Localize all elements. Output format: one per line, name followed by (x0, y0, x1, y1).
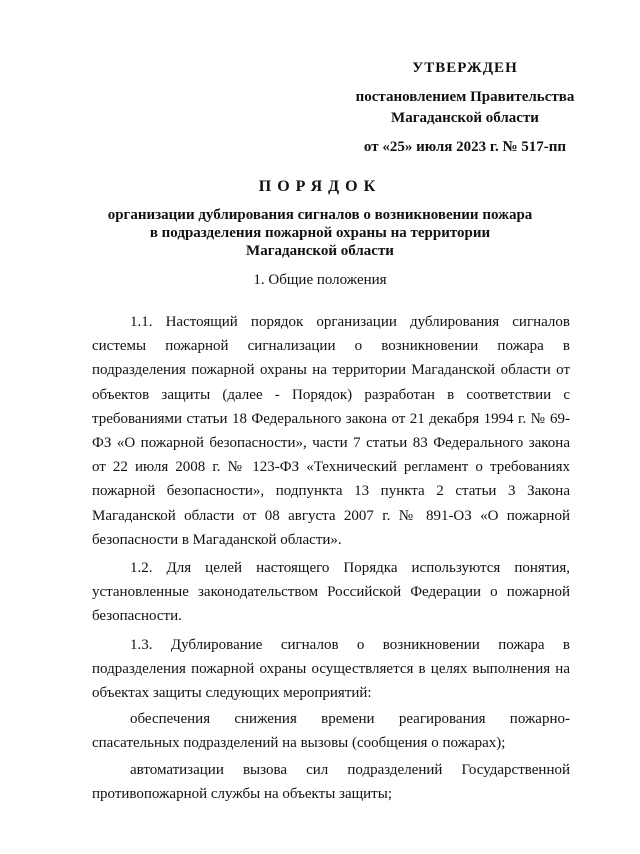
approval-stamp (340, 58, 590, 158)
approval-date: от «25» июля 2023 г. № 517-пп (363, 139, 567, 155)
list-item-response-time: обеспечения снижения времени реагирования пожарно-спасательных подразделений на вызовы (сообщения о пожарах); (92, 711, 570, 752)
approval-line-1: постановлением Правительства (355, 89, 575, 105)
paragraph-1-2: 1.2. Для целей настоящего Порядка используются понятия, установленные законодательством Российской Федерации о пожарной безопасности. (92, 560, 570, 625)
section-heading: 1. Общие положения (253, 272, 387, 288)
approval-label: УТВЕРЖДЕН (412, 60, 518, 76)
document-title-block (80, 178, 560, 260)
document-subtitle: организации дублирования сигналов о возникновении пожара в подразделения пожарной охраны на территории Магаданской области (107, 207, 533, 259)
list-item-automation: автоматизации вызова сил подразделений Государственной противопожарной службы на объекты защиты; (92, 761, 570, 802)
document-title: ПОРЯДОК (258, 178, 382, 195)
document-body (92, 310, 570, 808)
paragraph-1-1: 1.1. Настоящий порядок организации дублирования сигналов системы пожарной сигнализации о возникновении пожара в подразделения пожарной охраны на территории Магаданской области от объектов защиты (далее - Порядок) разработан в соответствии с требованиями статьи 18 Федерального закона от 21 декабря 1994 г. № 69-ФЗ «О пожарной безопасности», части 7 статьи 83 Федерального закона от 22 июля 2008 г. № 123-ФЗ «Технический регламент о требованиях пожарной безопасности», подпункта 13 пункта 2 статьи 3 Закона Магаданской области от 08 августа 2007 г. № 891-ОЗ «О пожарной безопасности в Магаданской области». (92, 314, 570, 548)
paragraph-1-3: 1.3. Дублирование сигналов о возникновении пожара в подразделения пожарной охраны осуществляется в целях выполнения на объектах защиты следующих мероприятий: (92, 636, 570, 702)
approval-line-2: Магаданской области (391, 110, 539, 126)
